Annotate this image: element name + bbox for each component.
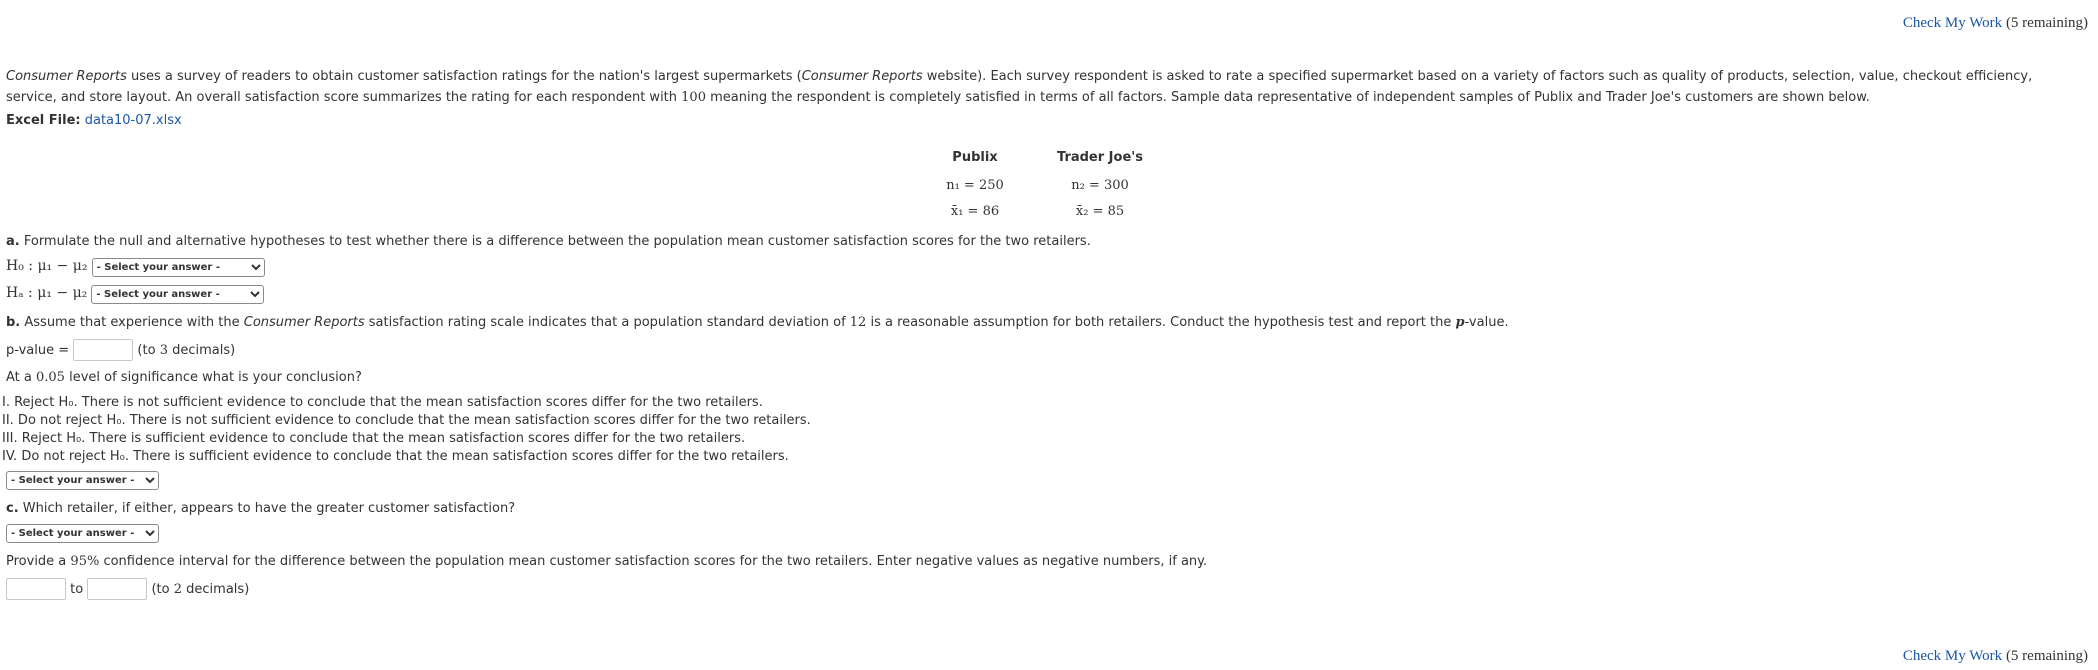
confidence-level: 95% (70, 554, 100, 569)
ci-post: confidence interval for the difference between the population mean customer satisfaction scores for the two retailers. Enter negative values as negative numbers, if any. (99, 554, 1208, 569)
remaining-count-bottom: (5 remaining) (2005, 648, 2088, 664)
h0-row (6, 258, 265, 277)
p-variable: p (1455, 315, 1465, 330)
excel-file-line (6, 113, 182, 128)
conclusion-option-1: I. Reject H₀. There is not sufficient evidence to conclude that the mean satisfaction scores differ for the two retailers. (2, 395, 763, 410)
ha-label: Hₐ : μ₁ − μ₂ (6, 285, 88, 301)
conclusion-select[interactable] (6, 471, 159, 490)
publix-sample-size: n₁ = 250 (946, 178, 1004, 193)
part-b-text-2: satisfaction rating scale indicates that a population standard deviation of (364, 315, 850, 330)
part-b-question (6, 315, 1509, 330)
excel-file-link[interactable]: data10-07.xlsx (84, 113, 182, 128)
ci-to-label: to (70, 582, 84, 597)
pvalue-hint-pre: (to (137, 343, 160, 358)
conclusion-options (2, 394, 811, 466)
part-b-text-3: is a reasonable assumption for both retailers. Conduct the hypothesis test and report the (866, 315, 1456, 330)
check-my-work-top (1903, 15, 2088, 32)
pvalue-hint (137, 343, 235, 358)
population-sd: 12 (849, 315, 867, 330)
website-name: Consumer Reports (801, 69, 923, 84)
ci-pre: Provide a (6, 554, 71, 569)
part-a-letter: a. (6, 234, 20, 249)
ci-input-row (6, 578, 249, 600)
part-c-letter: c. (6, 501, 19, 516)
h0-label: H₀ : μ₁ − μ₂ (6, 258, 88, 274)
part-c-text: Which retailer, if either, appears to have the greater customer satisfaction? (18, 501, 516, 516)
pvalue-input[interactable] (73, 339, 133, 361)
check-my-work-link-bottom[interactable]: Check My Work (1902, 648, 2003, 664)
trader-joes-sample-size: n₂ = 300 (1071, 178, 1129, 193)
intro-text-1: uses a survey of readers to obtain customer satisfaction ratings for the nation's largest supermarkets ( (126, 69, 802, 84)
part-b-text-4: -value. (1464, 315, 1509, 330)
pvalue-decimals: 3 (159, 343, 168, 358)
ci-hint (151, 582, 249, 597)
part-c-question (6, 501, 515, 516)
intro-text-3: meaning the respondent is completely satisfied in terms of all factors. Sample data representative of independent samples of Publix and Trader Joe's customers are shown below. (705, 90, 1870, 105)
part-b-source-name: Consumer Reports (243, 315, 365, 330)
ha-select[interactable] (91, 285, 264, 304)
sig-post: level of significance what is your conclusion? (64, 370, 362, 385)
intro-text-2: website). Each survey respondent is asked to rate a specified supermarket based on a variety of factors such as quality of products, selection, value, checkout efficiency, service, and store layout. An overall satisfaction score summarizes the rating for each respondent with (6, 69, 2033, 105)
part-a-question (6, 234, 1091, 249)
ci-question (6, 554, 1207, 569)
ci-upper-input[interactable] (87, 578, 147, 600)
part-b-text-1: Assume that experience with the (20, 315, 244, 330)
remaining-count-top: (5 remaining) (2005, 15, 2088, 31)
table-header-trader-joes: Trader Joe's (1057, 150, 1143, 165)
significance-level: 0.05 (36, 370, 65, 385)
check-my-work-bottom (1903, 648, 2088, 665)
ci-lower-input[interactable] (6, 578, 66, 600)
ci-decimals: 2 (173, 582, 183, 597)
problem-intro (6, 66, 2086, 108)
score-max: 100 (681, 90, 706, 105)
conclusion-select-row (6, 471, 159, 490)
pvalue-label: p-value = (6, 343, 70, 358)
sig-pre: At a (6, 370, 36, 385)
h0-select[interactable] (92, 258, 265, 277)
conclusion-option-4: IV. Do not reject H₀. There is sufficient evidence to conclude that the mean satisfaction scores differ for the two retailers. (2, 449, 789, 464)
retailer-select-row (6, 524, 159, 543)
part-a-text: Formulate the null and alternative hypotheses to test whether there is a difference between the population mean customer satisfaction scores for the two retailers. (19, 234, 1091, 249)
ci-hint-post: decimals) (182, 582, 250, 597)
check-my-work-link-top[interactable]: Check My Work (1902, 15, 2003, 31)
conclusion-option-2: II. Do not reject H₀. There is not sufficient evidence to conclude that the mean satisfaction scores differ for the two retailers. (2, 413, 811, 428)
significance-question (6, 370, 362, 385)
source-name: Consumer Reports (6, 69, 127, 84)
pvalue-hint-post: decimals) (167, 343, 236, 358)
publix-sample-mean: x̄₁ = 86 (950, 204, 1000, 219)
excel-file-label: Excel File: (6, 113, 81, 128)
retailer-select[interactable] (6, 524, 159, 543)
conclusion-option-3: III. Reject H₀. There is sufficient evidence to conclude that the mean satisfaction scores differ for the two retailers. (2, 431, 746, 446)
ci-hint-pre: (to (151, 582, 174, 597)
part-b-letter: b. (6, 315, 21, 330)
table-header-publix: Publix (952, 150, 998, 165)
trader-joes-sample-mean: x̄₂ = 85 (1075, 204, 1125, 219)
ha-row (6, 285, 264, 304)
pvalue-row (6, 339, 235, 361)
